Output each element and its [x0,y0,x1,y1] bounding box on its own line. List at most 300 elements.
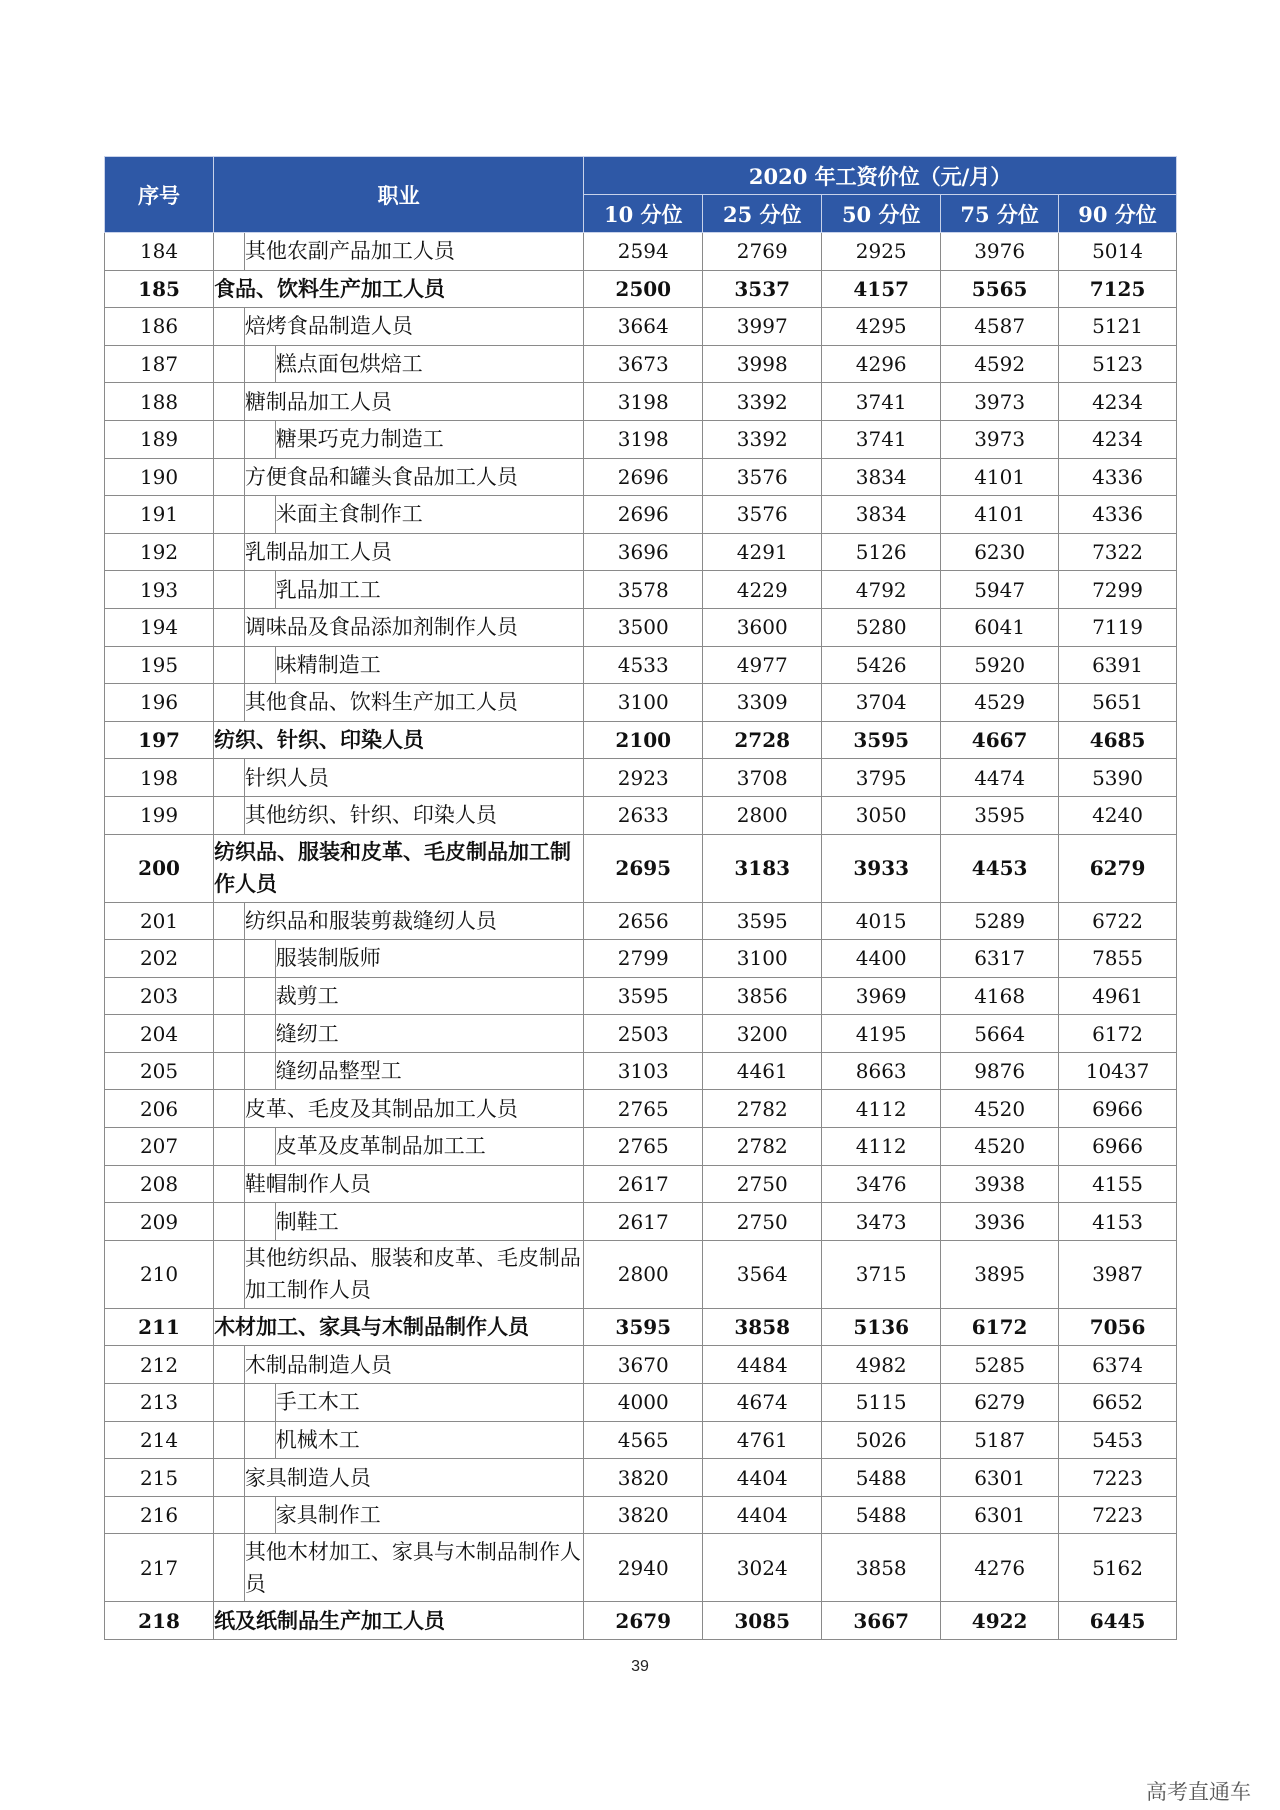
table-row [105,1496,1177,1534]
row-seq: 216 [105,1496,214,1534]
table-row [105,308,1177,346]
row-occupation: 手工木工 [275,1384,584,1422]
row-occupation: 调味品及食品添加剂制作人员 [244,608,583,646]
row-value-p75: 4667 [941,721,1059,759]
row-occupation: 针织人员 [244,759,583,797]
row-occupation: 其他食品、饮料生产加工人员 [244,684,583,722]
row-value-p50: 3834 [822,458,941,496]
row-value-p75: 6230 [941,533,1059,571]
row-seq: 204 [105,1015,214,1053]
row-value-p10: 3103 [584,1052,703,1090]
indent-cell [244,1384,275,1422]
row-value-p90: 7056 [1059,1308,1177,1346]
row-value-p25: 4761 [703,1421,822,1459]
row-value-p75: 3973 [941,383,1059,421]
row-value-p90: 6279 [1059,834,1177,902]
row-value-p50: 3969 [822,977,941,1015]
row-value-p10: 2800 [584,1240,703,1308]
row-occupation: 家具制作工 [275,1496,584,1534]
row-value-p90: 4240 [1059,796,1177,834]
indent-cell [244,940,275,978]
row-occupation: 服装制版师 [275,940,584,978]
row-seq: 207 [105,1128,214,1166]
row-value-p10: 3500 [584,608,703,646]
table-row [105,902,1177,940]
row-seq: 203 [105,977,214,1015]
row-seq: 195 [105,646,214,684]
row-value-p90: 7322 [1059,533,1177,571]
row-value-p10: 3578 [584,571,703,609]
row-value-p10: 2799 [584,940,703,978]
row-value-p50: 3933 [822,834,941,902]
row-value-p75: 4592 [941,345,1059,383]
row-seq: 213 [105,1384,214,1422]
row-value-p10: 3100 [584,684,703,722]
header-p75: 75 分位 [941,195,1059,233]
indent-cell [244,1496,275,1534]
row-value-p50: 3667 [822,1602,941,1640]
indent-cell [244,1015,275,1053]
row-value-p50: 5488 [822,1496,941,1534]
indent-cell [214,796,245,834]
row-value-p25: 4404 [703,1459,822,1497]
row-value-p25: 4484 [703,1346,822,1384]
indent-cell [214,684,245,722]
row-value-p10: 3664 [584,308,703,346]
table-row [105,608,1177,646]
row-seq: 209 [105,1203,214,1241]
row-occupation: 皮革及皮革制品加工工 [275,1128,584,1166]
row-seq: 208 [105,1165,214,1203]
row-value-p50: 8663 [822,1052,941,1090]
table-row [105,1602,1177,1640]
row-value-p50: 5115 [822,1384,941,1422]
indent-cell [214,420,245,458]
row-value-p10: 2940 [584,1534,703,1602]
row-value-p90: 6172 [1059,1015,1177,1053]
row-value-p90: 7223 [1059,1496,1177,1534]
indent-cell [214,1534,245,1602]
indent-cell [214,1240,245,1308]
row-value-p90: 4234 [1059,383,1177,421]
row-value-p90: 6374 [1059,1346,1177,1384]
row-value-p75: 4101 [941,458,1059,496]
row-value-p90: 5014 [1059,233,1177,271]
row-value-p10: 3696 [584,533,703,571]
watermark: 高考直通车 [1146,1780,1251,1804]
row-value-p50: 3795 [822,759,941,797]
row-occupation: 纺织品、服装和皮革、毛皮制品加工制作人员 [214,834,584,902]
row-value-p90: 6966 [1059,1090,1177,1128]
row-value-p50: 4295 [822,308,941,346]
row-value-p25: 3183 [703,834,822,902]
indent-cell [244,1128,275,1166]
row-occupation: 糖果巧克力制造工 [275,420,584,458]
row-value-p25: 3997 [703,308,822,346]
table-row [105,1090,1177,1128]
row-value-p90: 5162 [1059,1534,1177,1602]
indent-cell [244,1203,275,1241]
row-value-p75: 5664 [941,1015,1059,1053]
row-seq: 192 [105,533,214,571]
row-value-p90: 5390 [1059,759,1177,797]
row-value-p10: 4565 [584,1421,703,1459]
row-occupation: 乳制品加工人员 [244,533,583,571]
row-occupation: 焙烤食品制造人员 [244,308,583,346]
row-value-p50: 3741 [822,420,941,458]
row-seq: 202 [105,940,214,978]
row-occupation: 皮革、毛皮及其制品加工人员 [244,1090,583,1128]
row-value-p10: 4533 [584,646,703,684]
row-seq: 214 [105,1421,214,1459]
row-occupation: 味精制造工 [275,646,584,684]
row-value-p75: 5187 [941,1421,1059,1459]
table-row [105,1308,1177,1346]
indent-cell [214,759,245,797]
row-value-p50: 3741 [822,383,941,421]
row-seq: 184 [105,233,214,271]
row-value-p25: 3998 [703,345,822,383]
row-value-p10: 3673 [584,345,703,383]
row-occupation: 裁剪工 [275,977,584,1015]
row-value-p75: 4529 [941,684,1059,722]
row-occupation: 糕点面包烘焙工 [275,345,584,383]
row-value-p10: 2500 [584,270,703,308]
table-row [105,646,1177,684]
row-value-p10: 2695 [584,834,703,902]
row-value-p90: 10437 [1059,1052,1177,1090]
table-row [105,1421,1177,1459]
table-row [105,796,1177,834]
indent-cell [214,1128,245,1166]
table-row [105,1459,1177,1497]
row-value-p50: 4400 [822,940,941,978]
header-p25: 25 分位 [703,195,822,233]
row-value-p50: 4792 [822,571,941,609]
row-occupation: 木制品制造人员 [244,1346,583,1384]
row-seq: 187 [105,345,214,383]
row-value-p90: 6445 [1059,1602,1177,1640]
row-value-p50: 5136 [822,1308,941,1346]
row-value-p50: 2925 [822,233,941,271]
row-value-p25: 4229 [703,571,822,609]
indent-cell [214,940,245,978]
row-value-p25: 3856 [703,977,822,1015]
table-row [105,1240,1177,1308]
table-row [105,1128,1177,1166]
row-value-p10: 2617 [584,1203,703,1241]
row-value-p10: 2696 [584,496,703,534]
row-value-p75: 4101 [941,496,1059,534]
row-seq: 198 [105,759,214,797]
row-value-p75: 6279 [941,1384,1059,1422]
row-value-p90: 5453 [1059,1421,1177,1459]
row-seq: 191 [105,496,214,534]
indent-cell [214,1384,245,1422]
table-row [105,383,1177,421]
row-value-p90: 7223 [1059,1459,1177,1497]
header-p50: 50 分位 [822,195,941,233]
row-value-p10: 2617 [584,1165,703,1203]
header-p90: 90 分位 [1059,195,1177,233]
indent-cell [244,977,275,1015]
indent-cell [214,345,245,383]
wage-table [104,156,1177,1640]
row-value-p50: 5126 [822,533,941,571]
row-seq: 211 [105,1308,214,1346]
row-value-p50: 4015 [822,902,941,940]
row-value-p50: 3858 [822,1534,941,1602]
row-value-p10: 2765 [584,1090,703,1128]
indent-cell [214,233,245,271]
row-value-p25: 3100 [703,940,822,978]
row-occupation: 纺织、针织、印染人员 [214,721,584,759]
row-seq: 200 [105,834,214,902]
row-value-p50: 4112 [822,1090,941,1128]
table-row [105,533,1177,571]
row-value-p90: 4234 [1059,420,1177,458]
indent-cell [214,1165,245,1203]
row-occupation: 米面主食制作工 [275,496,584,534]
indent-cell [214,608,245,646]
row-value-p75: 3973 [941,420,1059,458]
row-seq: 196 [105,684,214,722]
row-value-p75: 5289 [941,902,1059,940]
row-value-p10: 2100 [584,721,703,759]
table-row [105,233,1177,271]
row-value-p25: 2728 [703,721,822,759]
row-seq: 215 [105,1459,214,1497]
table-row [105,496,1177,534]
indent-cell [214,571,245,609]
row-seq: 205 [105,1052,214,1090]
row-value-p75: 4474 [941,759,1059,797]
indent-cell [244,571,275,609]
row-value-p50: 4112 [822,1128,941,1166]
table-row [105,571,1177,609]
row-value-p25: 3392 [703,420,822,458]
row-value-p75: 6041 [941,608,1059,646]
row-value-p90: 5123 [1059,345,1177,383]
row-seq: 212 [105,1346,214,1384]
table-row [105,940,1177,978]
row-value-p75: 6317 [941,940,1059,978]
row-value-p75: 6301 [941,1496,1059,1534]
row-value-p90: 5121 [1059,308,1177,346]
row-value-p25: 2800 [703,796,822,834]
row-value-p50: 3834 [822,496,941,534]
row-value-p75: 5920 [941,646,1059,684]
row-seq: 201 [105,902,214,940]
header-seq: 序号 [105,157,214,233]
row-value-p25: 3085 [703,1602,822,1640]
row-value-p10: 3198 [584,420,703,458]
row-occupation: 食品、饮料生产加工人员 [214,270,584,308]
indent-cell [244,496,275,534]
row-occupation: 糖制品加工人员 [244,383,583,421]
row-value-p50: 4982 [822,1346,941,1384]
indent-cell [214,1421,245,1459]
row-value-p90: 5651 [1059,684,1177,722]
table-row [105,1346,1177,1384]
row-value-p25: 4404 [703,1496,822,1534]
row-value-p90: 6652 [1059,1384,1177,1422]
table-row [105,1203,1177,1241]
row-value-p10: 2633 [584,796,703,834]
row-occupation: 其他农副产品加工人员 [244,233,583,271]
row-seq: 193 [105,571,214,609]
row-value-p25: 3392 [703,383,822,421]
indent-cell [244,1052,275,1090]
row-value-p25: 2782 [703,1128,822,1166]
row-occupation: 木材加工、家具与木制品制作人员 [214,1308,584,1346]
table-row [105,834,1177,902]
indent-cell [214,496,245,534]
row-value-p90: 7125 [1059,270,1177,308]
table-row [105,1384,1177,1422]
page-number: 39 [631,1658,649,1675]
indent-cell [214,1346,245,1384]
indent-cell [214,646,245,684]
table-row [105,977,1177,1015]
table-header [105,157,1177,233]
row-value-p25: 2769 [703,233,822,271]
row-occupation: 乳品加工工 [275,571,584,609]
row-value-p50: 5426 [822,646,941,684]
row-value-p25: 3595 [703,902,822,940]
row-value-p10: 3670 [584,1346,703,1384]
row-value-p90: 4153 [1059,1203,1177,1241]
row-value-p25: 3600 [703,608,822,646]
row-value-p10: 2594 [584,233,703,271]
table-row [105,458,1177,496]
row-value-p75: 4168 [941,977,1059,1015]
row-occupation: 方便食品和罐头食品加工人员 [244,458,583,496]
row-value-p90: 4155 [1059,1165,1177,1203]
row-seq: 186 [105,308,214,346]
row-value-p75: 4587 [941,308,1059,346]
indent-cell [214,1459,245,1497]
row-seq: 188 [105,383,214,421]
row-value-p10: 3595 [584,977,703,1015]
row-value-p25: 4291 [703,533,822,571]
row-value-p25: 4461 [703,1052,822,1090]
row-value-p75: 3895 [941,1240,1059,1308]
row-value-p90: 4685 [1059,721,1177,759]
row-seq: 210 [105,1240,214,1308]
row-value-p25: 3537 [703,270,822,308]
row-seq: 217 [105,1534,214,1602]
row-value-p50: 3704 [822,684,941,722]
indent-cell [214,458,245,496]
row-seq: 189 [105,420,214,458]
row-value-p50: 4195 [822,1015,941,1053]
table-row [105,420,1177,458]
row-value-p75: 5285 [941,1346,1059,1384]
row-value-p90: 4336 [1059,496,1177,534]
indent-cell [214,1090,245,1128]
row-value-p25: 3858 [703,1308,822,1346]
row-value-p25: 3309 [703,684,822,722]
row-occupation: 缝纫工 [275,1015,584,1053]
row-value-p75: 6301 [941,1459,1059,1497]
row-value-p10: 3820 [584,1459,703,1497]
table-row [105,1165,1177,1203]
indent-cell [244,1421,275,1459]
row-value-p75: 4520 [941,1090,1059,1128]
indent-cell [214,1203,245,1241]
row-value-p25: 3200 [703,1015,822,1053]
row-occupation: 制鞋工 [275,1203,584,1241]
table-row [105,759,1177,797]
table-row [105,345,1177,383]
indent-cell [214,1015,245,1053]
indent-cell [214,1496,245,1534]
row-value-p25: 2782 [703,1090,822,1128]
row-value-p75: 4922 [941,1602,1059,1640]
row-value-p10: 3595 [584,1308,703,1346]
row-value-p90: 6966 [1059,1128,1177,1166]
table-row [105,1015,1177,1053]
row-value-p90: 4336 [1059,458,1177,496]
row-value-p90: 7299 [1059,571,1177,609]
row-occupation: 纸及纸制品生产加工人员 [214,1602,584,1640]
row-value-p25: 4977 [703,646,822,684]
row-value-p90: 4961 [1059,977,1177,1015]
row-value-p10: 2679 [584,1602,703,1640]
row-value-p90: 7855 [1059,940,1177,978]
indent-cell [214,977,245,1015]
row-value-p50: 3476 [822,1165,941,1203]
row-value-p75: 3976 [941,233,1059,271]
row-value-p75: 5947 [941,571,1059,609]
row-value-p10: 2923 [584,759,703,797]
row-occupation: 家具制造人员 [244,1459,583,1497]
row-value-p50: 3595 [822,721,941,759]
header-occupation: 职业 [214,157,584,233]
row-occupation: 其他纺织品、服装和皮革、毛皮制品加工制作人员 [244,1240,583,1308]
row-value-p25: 2750 [703,1203,822,1241]
row-value-p50: 3050 [822,796,941,834]
row-value-p75: 3936 [941,1203,1059,1241]
row-value-p90: 6391 [1059,646,1177,684]
row-value-p75: 3595 [941,796,1059,834]
indent-cell [244,646,275,684]
indent-cell [214,902,245,940]
row-seq: 190 [105,458,214,496]
row-occupation: 鞋帽制作人员 [244,1165,583,1203]
row-value-p50: 4157 [822,270,941,308]
row-value-p25: 2750 [703,1165,822,1203]
row-value-p25: 3576 [703,496,822,534]
row-seq: 206 [105,1090,214,1128]
row-value-p90: 7119 [1059,608,1177,646]
row-value-p10: 2696 [584,458,703,496]
row-seq: 185 [105,270,214,308]
row-value-p75: 4453 [941,834,1059,902]
row-value-p10: 3198 [584,383,703,421]
row-value-p10: 2503 [584,1015,703,1053]
row-value-p90: 6722 [1059,902,1177,940]
row-occupation: 纺织品和服装剪裁缝纫人员 [244,902,583,940]
row-occupation: 其他纺织、针织、印染人员 [244,796,583,834]
row-value-p25: 3708 [703,759,822,797]
row-value-p90: 3987 [1059,1240,1177,1308]
row-value-p10: 2765 [584,1128,703,1166]
row-value-p75: 4276 [941,1534,1059,1602]
row-occupation: 缝纫品整型工 [275,1052,584,1090]
table-row [105,1534,1177,1602]
